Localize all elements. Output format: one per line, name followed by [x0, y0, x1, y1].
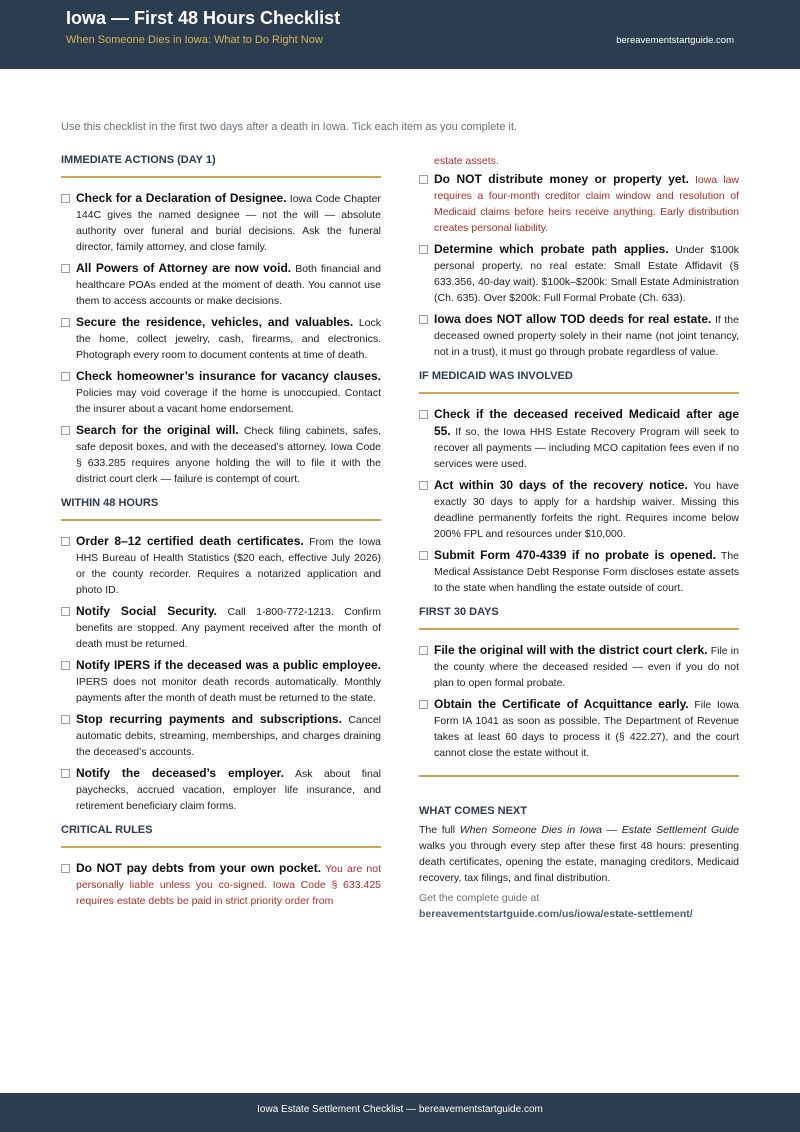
guide-link[interactable]: bereavementstartguide.com/us/iowa/estate-settlement/	[419, 908, 693, 920]
checkbox[interactable]	[419, 646, 428, 655]
page-footer: Iowa Estate Settlement Checklist — bereavementstartguide.com	[0, 1093, 800, 1132]
section-medicaid	[419, 370, 739, 596]
section-title: IF MEDICAID WAS INVOLVED	[419, 370, 739, 394]
checklist-item: Order 8–12 certified death certificates. From the Iowa HHS Bureau of Health Statistics ($20 each, effective July 2026) or the county recorder. Requires a notarized application and photo ID.	[61, 533, 381, 598]
checklist-item: Obtain the Certificate of Acquittance early. File Iowa Form IA 1041 as soon as possible. The Department of Revenue takes at least 60 days to process it (§ 422.27), and the court cannot close the estate without it.	[419, 696, 739, 761]
checklist-item: Secure the residence, vehicles, and valuables. Lock the home, collect jewelry, cash, firearms, and electronics. Photograph every room to document contents at time of death.	[61, 314, 381, 363]
what-comes-next	[419, 805, 739, 922]
checkbox[interactable]	[61, 769, 70, 778]
page-title: Iowa — First 48 Hours Checklist	[66, 8, 341, 28]
checklist-item: Do NOT distribute money or property yet. Iowa law requires a four-month creditor claim window and resolution of Medicaid claims before heirs receive anything. Early distribution creates personal liability.	[419, 171, 739, 236]
checkbox[interactable]	[419, 700, 428, 709]
section-critical	[61, 824, 381, 909]
next-get-text: Get the complete guide at	[419, 892, 540, 904]
continuation-text: estate assets.	[434, 155, 499, 167]
checklist-item: Notify Social Security. Call 1-800-772-1213. Confirm benefits are stopped. Any payment received after the month of death must be returned.	[61, 603, 381, 652]
checkbox[interactable]	[419, 315, 428, 324]
section-title: WITHIN 48 HOURS	[61, 497, 381, 521]
checklist-item: Notify the deceased’s employer. Ask about final paychecks, accrued vacation, employer life insurance, and retirement beneficiary claim forms.	[61, 765, 381, 814]
section-immediate	[61, 154, 381, 487]
checklist-item: Stop recurring payments and subscriptions. Cancel automatic debits, streaming, memberships, and charges draining the deceased’s accounts.	[61, 711, 381, 760]
checkbox[interactable]	[61, 715, 70, 724]
left-column	[61, 154, 381, 919]
next-title: WHAT COMES NEXT	[419, 805, 527, 817]
section-title: IMMEDIATE ACTIONS (DAY 1)	[61, 154, 381, 178]
checkbox[interactable]	[419, 410, 428, 419]
checkbox[interactable]	[61, 264, 70, 273]
section-divider	[419, 775, 739, 777]
checklist-item: File the original will with the district court clerk. File in the county where the deceased resided — even if you do not plan to open formal probate.	[419, 642, 739, 691]
header-site: bereavementstartguide.com	[616, 35, 734, 46]
checklist-item: Submit Form 470-4339 if no probate is opened. The Medical Assistance Debt Response Form discloses estate assets to the state when handling the estate outside of court.	[419, 547, 739, 596]
checkbox[interactable]	[61, 194, 70, 203]
checkbox[interactable]	[61, 864, 70, 873]
checklist-item: Check for a Declaration of Designee. Iowa Code Chapter 144C gives the named designee — not the will — absolute authority over funeral and burial decisions. Ask the funeral director, family attorney, and close family.	[61, 190, 381, 255]
checkbox[interactable]	[61, 607, 70, 616]
checkbox[interactable]	[61, 426, 70, 435]
section-within-48	[61, 497, 381, 814]
checklist-item: Check homeowner’s insurance for vacancy clauses. Policies may void coverage if the home is unoccupied. Contact the insurer about a vacant home endorsement.	[61, 368, 381, 417]
checkbox[interactable]	[419, 245, 428, 254]
checklist-item: Act within 30 days of the recovery notice. You have exactly 30 days to apply for a hardship waiver. Missing this deadline permanently forfeits the right. Requires income below 200% FPL and resources under $10,000.	[419, 477, 739, 542]
page-subtitle: When Someone Dies in Iowa: What to Do Right Now	[66, 34, 323, 46]
checklist-item: Check if the deceased received Medicaid after age 55. If so, the Iowa HHS Estate Recovery Program will seek to recover all payments — including MCO capitation fees even if no services were used.	[419, 406, 739, 472]
section-critical-cont	[419, 171, 739, 360]
checklist-item: Determine which probate path applies. Under $100k personal property, no real estate: Small Estate Affidavit (§ 633.356, 40-day wait). $100k–$200k: Small Estate Administration (Ch. 635). Over $200k: Full Formal Probate (Ch. 633).	[419, 241, 739, 306]
next-body: The full When Someone Dies in Iowa — Estate Settlement Guide walks you through every step after these first 48 hours: presenting death certificates, opening the estate, managing creditors, Medicaid recovery, tax filings, and final distribution.	[419, 824, 739, 884]
checkbox[interactable]	[61, 318, 70, 327]
checklist-item: Iowa does NOT allow TOD deeds for real estate. If the deceased owned property solely in their name (not joint tenancy, not in a trust), it must go through probate regardless of value.	[419, 311, 739, 360]
section-title: FIRST 30 DAYS	[419, 606, 739, 630]
checkbox[interactable]	[419, 481, 428, 490]
section-first-30	[419, 606, 739, 761]
intro-text: Use this checklist in the first two days after a death in Iowa. Tick each item as you complete it.	[61, 121, 518, 133]
checklist-item: Search for the original will. Check filing cabinets, safes, safe deposit boxes, and with the deceased’s attorney. Iowa Code § 633.285 requires anyone holding the will to file it with the district court clerk — failure is contempt of court.	[61, 422, 381, 487]
checkbox[interactable]	[61, 372, 70, 381]
checkbox[interactable]	[419, 175, 428, 184]
checkbox[interactable]	[419, 551, 428, 560]
checklist-item: All Powers of Attorney are now void. Both financial and healthcare POAs ended at the moment of death. You cannot use them to access accounts or make decisions.	[61, 260, 381, 309]
checkbox[interactable]	[61, 537, 70, 546]
section-title: CRITICAL RULES	[61, 824, 381, 848]
page-header	[0, 0, 800, 69]
right-column	[419, 154, 739, 922]
checklist-item: Notify IPERS if the deceased was a public employee. IPERS does not monitor death records automatically. Monthly payments after the month of death must be returned to the state.	[61, 657, 381, 706]
checklist-item: Do NOT pay debts from your own pocket. You are not personally liable unless you co-signed. Iowa Code § 633.425 requires estate debts be paid in strict priority order from	[61, 860, 381, 909]
checkbox[interactable]	[61, 661, 70, 670]
